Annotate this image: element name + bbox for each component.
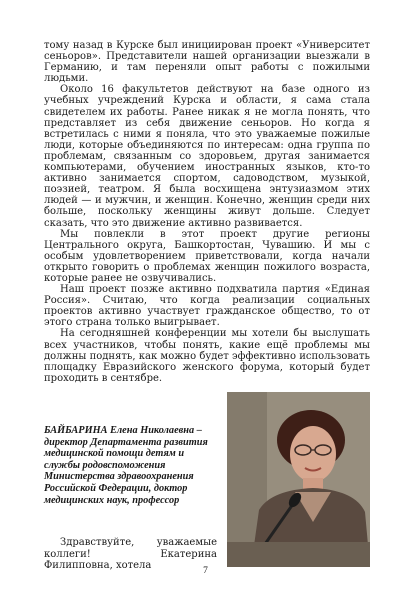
speaker-first-names: Елена Николаевна –	[110, 425, 202, 436]
paragraph-5: На сегодняшней конференции мы хотели бы выслушать всех участников, чтобы понять, какие ещё проблемы мы должны поднять, как можно будет эффективно использовать площадку Евразийского женского форума, который будет проходить в сентябре.	[44, 328, 370, 384]
paragraph-1: тому назад в Курске был инициирован проект «Университет сеньоров». Представители нашей организации выезжали в Германию, и там переняли опыт работы с пожилыми людьми.	[44, 40, 370, 85]
speaker-photo	[227, 392, 370, 567]
paragraph-3: Мы повлекли в этот проект другие регионы Центрального округа, Башкортостан, Чувашию. И мы с особым удовлетворением приветствовали, когда начали открыто говорить о проблемах женщин пожилого возраста, которые ранее не озвучивались.	[44, 228, 370, 284]
speaker-surname: БАЙБАРИНА	[44, 425, 108, 436]
paragraph-2: Около 16 факультетов действуют на базе одного из учебных учреждений Курска и области, я сама стала свидетелем их работы. Ранее никак я не могла понять, что представляет из себя движение сеньоров. Но когда я встретилась с ними я поняла, что это уважаемые пожилые люди, которые объединяются по интересам: одна группа по проблемам, связанным со здоровьем, другая занимается компьютерами, обучением иностранных языков, кто-то активно занимается спортом, садоводством, музыкой, поэзией, театром. Я была восхищена энтузиазмом этих людей — и мужчин, и женщин. Конечно, женщин среди них больше, поскольку женщины живут дольше. Следует сказать, что это движение активно развивается.	[44, 84, 370, 229]
paragraph-4: Наш проект позже активно подхватила партия «Единая Россия». Считаю, что когда реализации социальных проектов активно участвует гражданское общество, то от этого страна только выигрывает.	[44, 284, 370, 329]
speech-paragraph: Здравствуйте, уважаемые коллеги! Екатерина Филипповна, хотела	[44, 537, 217, 571]
speaker-bio	[44, 425, 216, 506]
page-number: 7	[203, 566, 208, 576]
speaker-title: директор Департамента развития медицинской помощи детям и службы родовспоможения Министерства здравоохранения Российской Федерации, доктор медицинских наук, профессор	[44, 436, 208, 506]
speaker-portrait-illustration	[227, 392, 370, 567]
main-text	[44, 40, 370, 384]
